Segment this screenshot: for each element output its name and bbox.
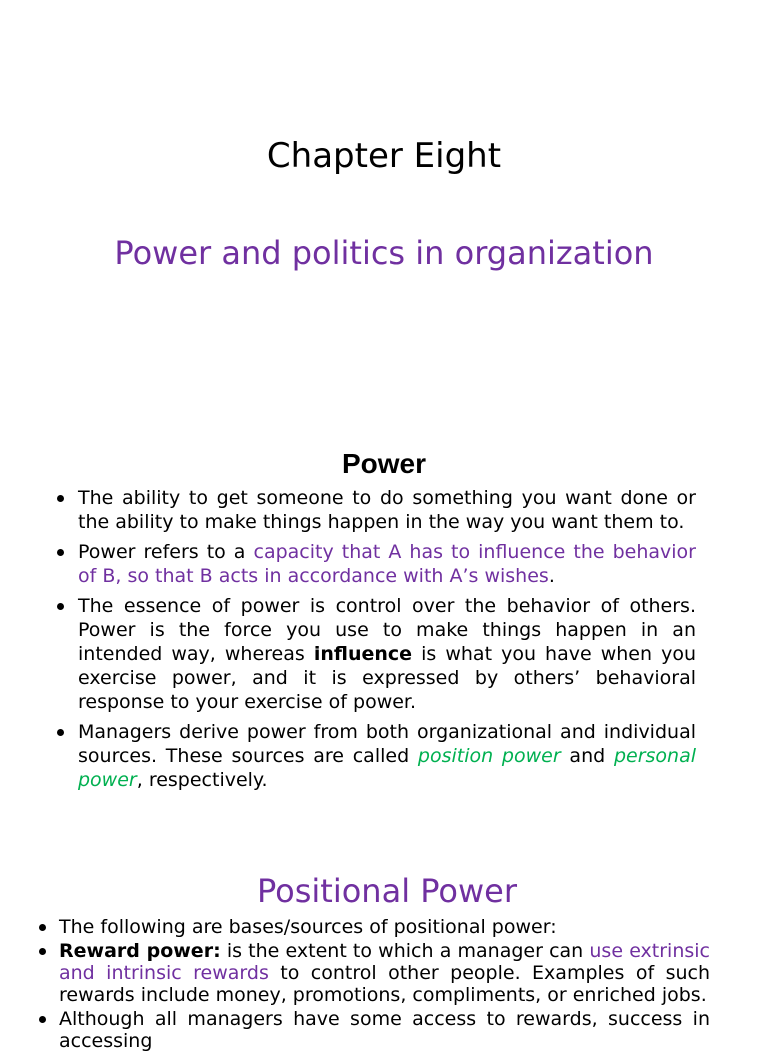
list-item xyxy=(38,916,710,938)
slide-heading: Positional Power xyxy=(256,872,517,910)
highlight-text: capacity that A has to influence the behavior of B, so that B acts in accordance with A’s wishes xyxy=(78,541,696,587)
bullet-text: The ability to get someone to do something you want done or the ability to make things happen in the way you want them to. xyxy=(78,487,696,533)
bullet-text: The following are bases/sources of positional power: xyxy=(59,916,557,938)
list-item xyxy=(56,594,696,714)
highlight-text: use extrinsic and intrinsic rewards xyxy=(59,940,710,984)
bullet-dot-icon xyxy=(57,603,64,610)
bullet-text: is what you have when you exercise power, and it is expressed by others’ behavioral response to your exercise of power. xyxy=(78,643,696,713)
bullet-dot-icon xyxy=(57,495,64,502)
list-item xyxy=(56,486,696,534)
bullet-text: The essence of power is control over the behavior of others. Power is the force you use to make things happen in an intended way, whereas xyxy=(78,595,696,665)
bullet-dot-icon xyxy=(57,729,64,736)
bullet-dot-icon xyxy=(39,924,46,931)
bullet-text: , respectively. xyxy=(136,769,268,791)
bullet-text: is the extent to which a manager can xyxy=(220,940,590,962)
slide-positional-power xyxy=(0,850,768,1052)
bullet-text: and xyxy=(560,745,614,767)
list-item xyxy=(38,1008,710,1052)
bullet-dot-icon xyxy=(39,1016,46,1023)
bullet-text: Although all managers have some access to rewards, success in accessing xyxy=(59,1008,710,1052)
list-item xyxy=(56,540,696,588)
bullet-list xyxy=(56,486,696,798)
chapter-title: Chapter Eight xyxy=(266,136,502,176)
bullet-list xyxy=(38,916,710,1054)
bullet-text: . xyxy=(548,565,555,587)
list-item xyxy=(38,940,710,1006)
slide-title xyxy=(0,0,768,400)
bold-term: Reward power: xyxy=(59,940,221,962)
highlight-text: position power xyxy=(417,745,561,767)
bullet-dot-icon xyxy=(39,948,46,955)
bullet-text: Managers derive power from both organizational and individual sources. These sources are called xyxy=(78,721,696,767)
slide-heading: Power xyxy=(341,448,427,479)
bullet-text: to control other people. Examples of such rewards include money, promotions, compliments, or enriched jobs. xyxy=(59,962,710,1006)
bullet-text: Power refers to a xyxy=(78,541,254,563)
bullet-dot-icon xyxy=(57,549,64,556)
highlight-text: personal power xyxy=(78,745,696,791)
bold-term: influence xyxy=(313,643,413,665)
list-item xyxy=(56,720,696,792)
slide-power xyxy=(0,420,768,840)
chapter-subtitle: Power and politics in organization xyxy=(114,234,654,272)
